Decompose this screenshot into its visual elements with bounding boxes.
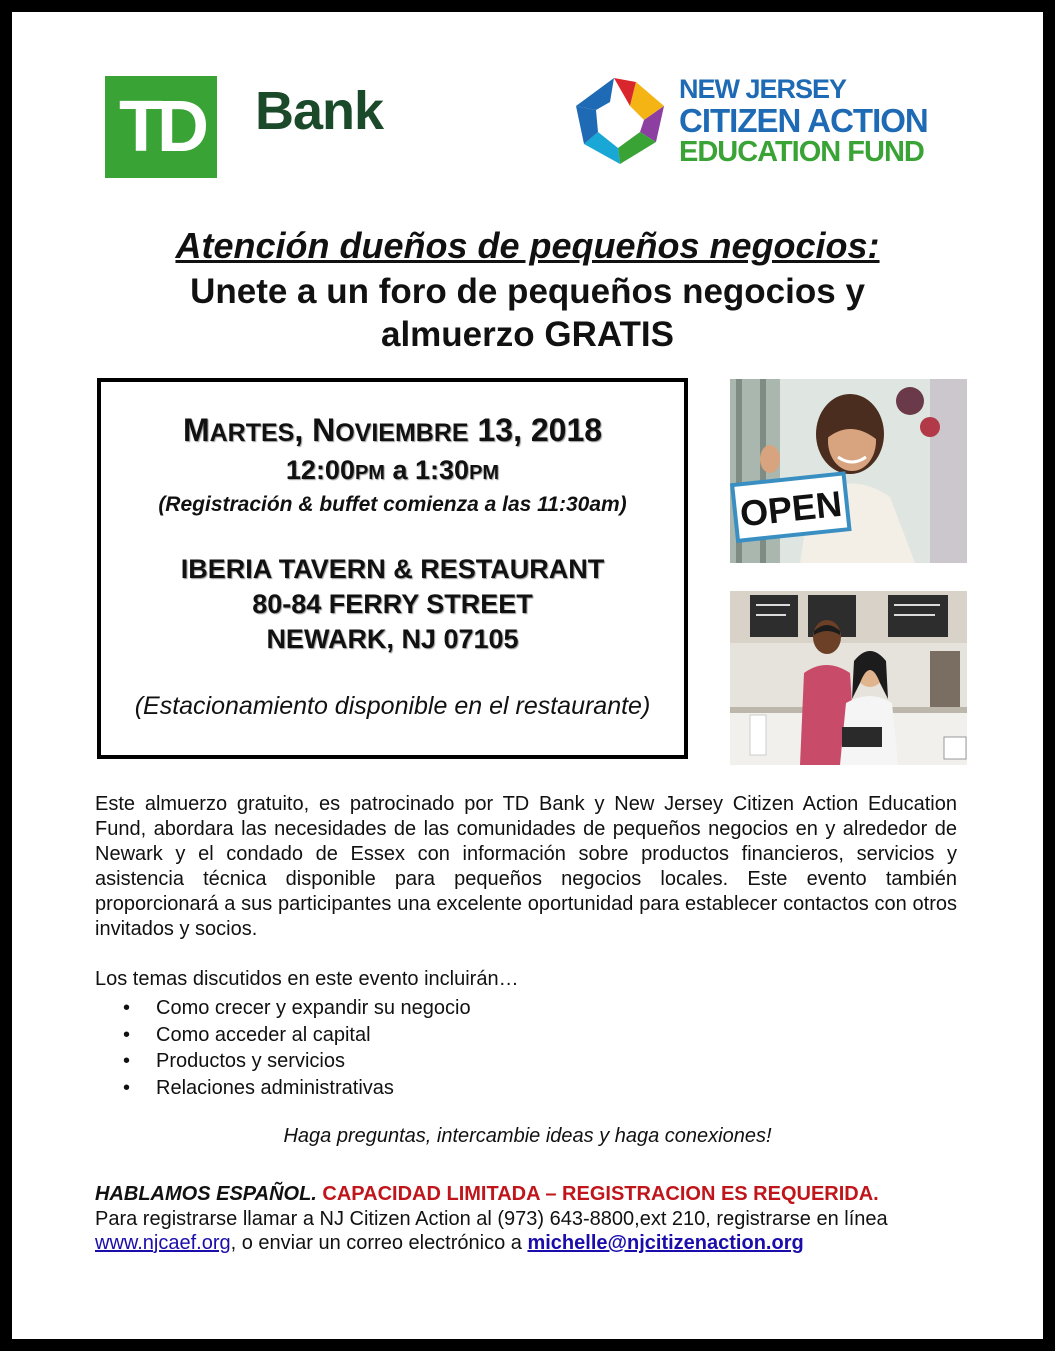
hablamos-espanol: HABLAMOS ESPAÑOL. <box>95 1183 317 1205</box>
njca-line1: NEW JERSEY <box>679 74 847 104</box>
njca-star-icon <box>574 76 666 168</box>
page-subheadline <box>12 270 1043 356</box>
event-date: MARTES, NOVIEMBRE 13, 2018 <box>182 412 603 448</box>
registration-footer <box>95 1182 957 1256</box>
subheadline-line1: Unete a un foro de pequeños negocios y <box>190 272 865 311</box>
td-bank-wordmark: Bank <box>255 81 384 141</box>
flyer-page <box>12 12 1043 1339</box>
registration-note: (Registración & buffet comienza a las 11:30am) <box>158 493 627 516</box>
td-bank-logo <box>105 76 217 178</box>
parking-note: (Estacionamiento disponible en el restaurante) <box>134 692 651 720</box>
venue-street: 80-84 FERRY STREET <box>252 589 533 619</box>
njca-line3: EDUCATION FUND <box>679 136 924 168</box>
register-instructions: Para registrarse llamar a NJ Citizen Action al (973) 643-8800,ext 210, registrarse en línea <box>95 1207 888 1230</box>
list-item: • Como crecer y expandir su negocio <box>95 995 471 1022</box>
email-instructions: , o enviar un correo electrónico a <box>230 1232 522 1254</box>
photo-cafe-owners <box>730 591 967 765</box>
tagline: Haga preguntas, intercambie ideas y haga conexiones! <box>283 1125 772 1147</box>
event-description: Este almuerzo gratuito, es patrocinado por TD Bank y New Jersey Citizen Action Education Fund, abordara las necesidades de las comunidades de pequeños negocios en y alrededor de Newark y el condado de Essex con información sobre productos financieros, servicios y asistencia técnica disponible para pequeños negocios locales. Este evento también proporcionará a sus participantes una excelente oportunidad para establecer contactos con otros invitados y socios. <box>95 793 957 940</box>
capacity-warning: CAPACIDAD LIMITADA – REGISTRACION ES REQUERIDA. <box>322 1183 879 1205</box>
list-item: • Productos y servicios <box>95 1048 471 1075</box>
email-link[interactable]: michelle@njcitizenaction.org <box>527 1232 804 1254</box>
event-venue <box>101 552 684 657</box>
page-headline: Atención dueños de pequeños negocios: <box>175 225 880 266</box>
njca-wordmark <box>679 76 928 167</box>
event-time: 12:00PM a 1:30PM <box>285 455 500 485</box>
open-sign-photo-image <box>730 379 967 563</box>
njca-line2: CITIZEN ACTION <box>679 102 928 139</box>
photo-open-sign <box>730 379 967 563</box>
venue-city: NEWARK, NJ 07105 <box>266 624 519 654</box>
list-item: • Relaciones administrativas <box>95 1075 471 1102</box>
topics-intro: Los temas discutidos en este evento incluirán… <box>95 968 519 990</box>
website-link[interactable]: www.njcaef.org <box>95 1232 231 1254</box>
cafe-photo-image <box>730 591 967 765</box>
open-sign-text: OPEN <box>738 482 844 535</box>
subheadline-line2: almuerzo GRATIS <box>380 315 674 354</box>
venue-name: IBERIA TAVERN & RESTAURANT <box>180 554 605 584</box>
topics-list <box>95 995 471 1101</box>
td-logo-text: TD <box>119 87 203 167</box>
list-item: • Como acceder al capital <box>95 1022 471 1049</box>
event-details-box <box>97 378 688 759</box>
